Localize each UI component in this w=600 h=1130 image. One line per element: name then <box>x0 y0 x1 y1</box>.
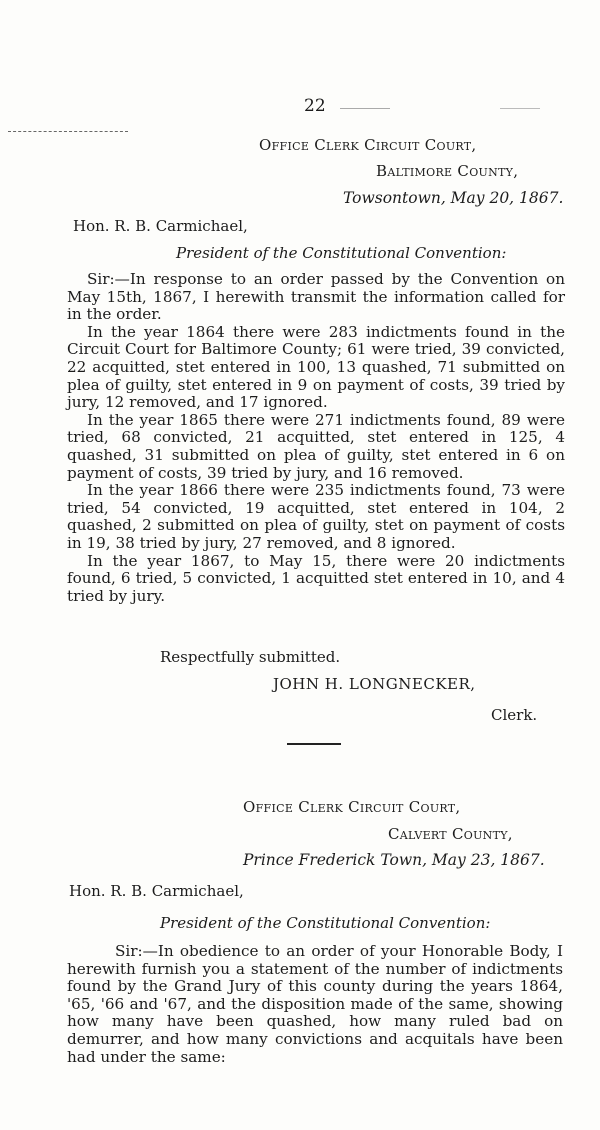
letter2-place-date: Prince Frederick Town, May 23, 1867. <box>243 851 545 869</box>
letter1-paragraph: In the year 1864 there were 283 indictments found in the Circuit Court for Baltimore County; 61 were tried, 39 convicted, 22 acquitted, stet entered in 100, 13 quashed, 71 submitted on plea of guilty, stet entered in 9 on payment of costs, 39 tried by jury, 12 removed, and 17 ignored. <box>67 322 565 412</box>
letter1-closing: Respectfully submitted. <box>160 648 341 666</box>
letter1-signature: JOHN H. LONGNECKER, <box>273 675 476 693</box>
letter1-place-date: Towsontown, May 20, 1867. <box>343 189 564 207</box>
letter1-body <box>67 271 565 605</box>
letter2-office-line1: Office Clerk Circuit Court, <box>243 798 461 816</box>
letter1-signature-title: Clerk. <box>491 706 538 724</box>
letter1-paragraph: Sir:—In response to an order passed by the Convention on May 15th, 1867, I herewith transmit the information called for in the order. <box>67 270 565 324</box>
letter1-paragraph: In the year 1866 there were 235 indictments found, 73 were tried, 54 convicted, 19 acquitted, stet entered in 104, 2 quashed, 2 submitted on plea of guilty, stet on payment of costs in 19, 38 tried by jury, 27 removed, and 8 ignored. <box>67 481 565 552</box>
scan-mark-top-right <box>500 108 540 109</box>
letter2-office-line2: Calvert County, <box>388 825 513 843</box>
scan-mark-left <box>8 131 128 133</box>
letter1-addressee: Hon. R. B. Carmichael, <box>73 217 248 235</box>
letter1-office-line2: Baltimore County, <box>376 162 519 180</box>
scan-mark-top <box>340 108 390 109</box>
letter2-addressee-title: President of the Constitutional Convention: <box>160 914 491 932</box>
letter2-addressee: Hon. R. B. Carmichael, <box>69 882 244 900</box>
letter2-paragraph: Sir:—In obedience to an order of your Honorable Body, I herewith furnish you a statement of the number of indictments found by the Grand Jury of this county during the years 1864, '65, '66 and '67, and the disposition made of the same, showing how many have been quashed, how many ruled bad on demurrer, and how many convictions and acquitals have been had under the same: <box>67 942 563 1066</box>
letter2-body <box>67 943 563 1066</box>
letter1-addressee-title: President of the Constitutional Convention: <box>176 244 507 262</box>
letter1-office-line1: Office Clerk Circuit Court, <box>259 136 477 154</box>
page-number: 22 <box>304 96 326 116</box>
section-divider <box>287 743 341 745</box>
letter1-paragraph: In the year 1867, to May 15, there were 20 indictments found, 6 tried, 5 convicted, 1 acquitted stet entered in 10, and 4 tried by jury. <box>67 551 565 605</box>
letter1-paragraph: In the year 1865 there were 271 indictments found, 89 were tried, 68 convicted, 21 acquitted, stet entered in 125, 4 quashed, 31 submitted on plea of guilty, stet entered in 6 on payment of costs, 39 tried by jury, and 16 removed. <box>67 410 565 482</box>
